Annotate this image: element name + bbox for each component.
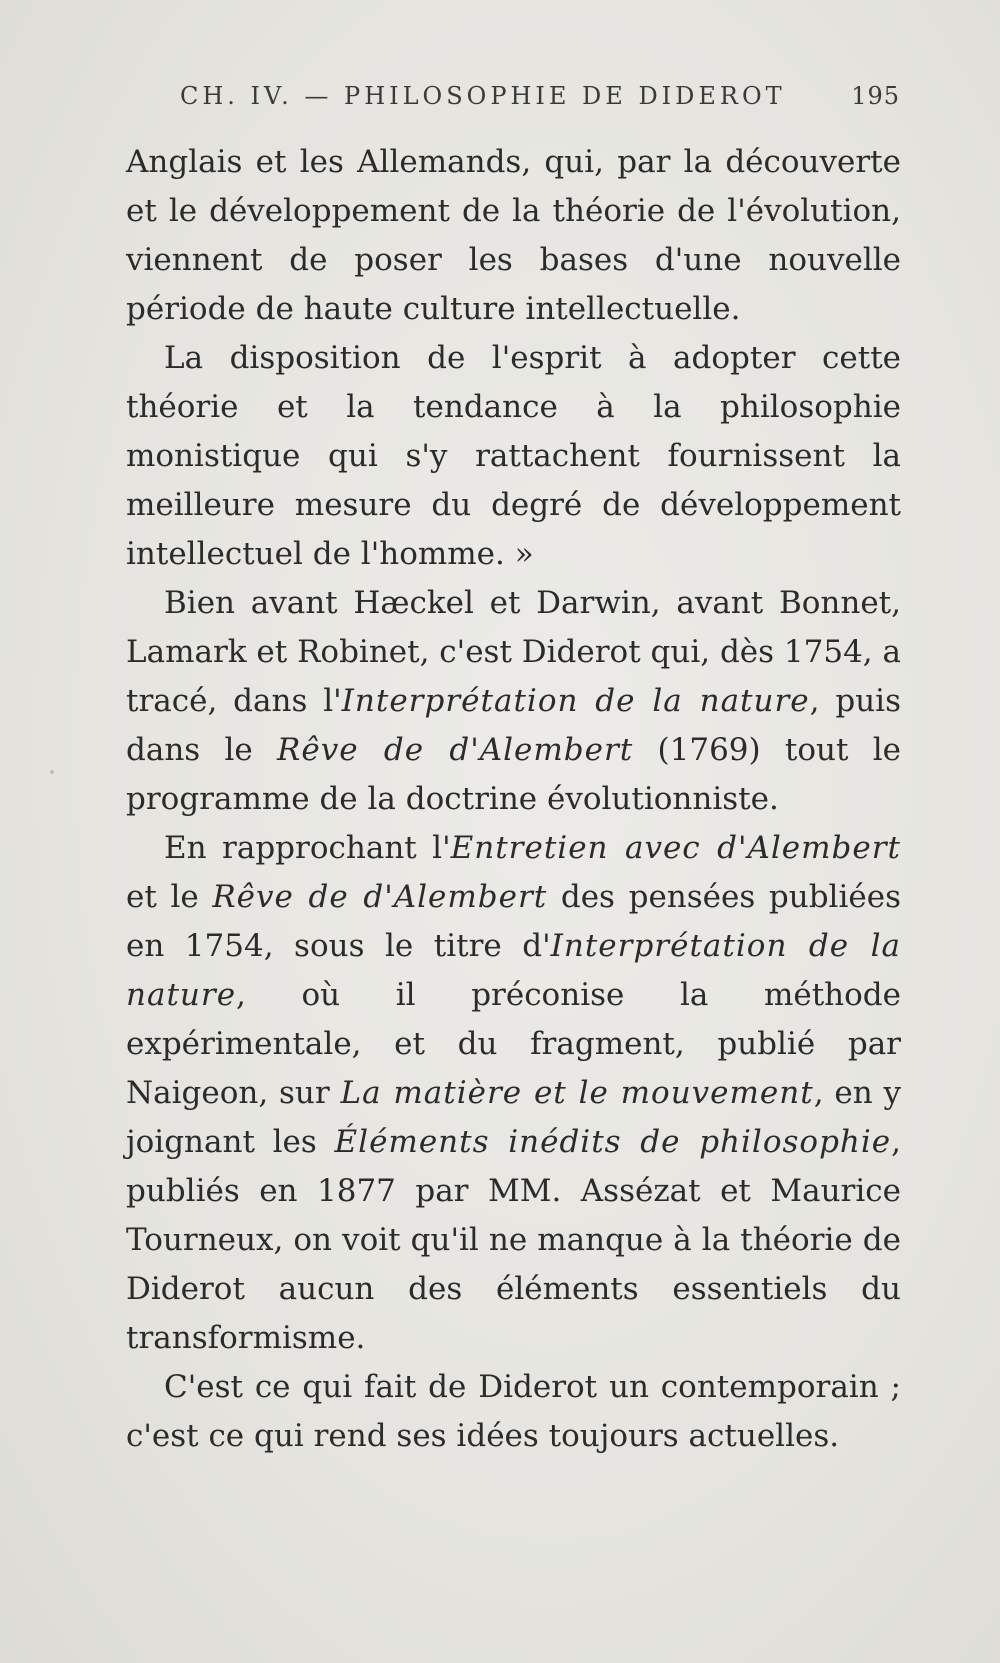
page-header xyxy=(180,82,900,122)
italic-title-text: Interprétation de la nature xyxy=(126,928,901,1013)
running-head: CH. IV. — PHILOSOPHIE DE DIDEROT xyxy=(180,82,786,110)
paragraph xyxy=(126,138,901,334)
italic-title-text: Interprétation de la nature xyxy=(341,683,810,719)
paragraph-text: des pensées publiées en 1754, sous le titre d' xyxy=(126,879,901,964)
paragraph-text: et le xyxy=(126,879,213,915)
paragraph xyxy=(126,579,901,824)
paragraph xyxy=(126,334,901,579)
paragraph-text: Bien avant Hæckel et Darwin, avant Bonnet, Lamark et Robinet, c'est Diderot qui, dès 1754, a tracé, dans l' xyxy=(126,585,901,719)
page-number: 195 xyxy=(851,82,900,110)
paragraph-text: , puis dans le xyxy=(126,683,901,768)
paragraph-text: La disposition de l'esprit à adopter cette théorie et la tendance à la philosophie monistique qui s'y rattachent fournissent la meilleure mesure du degré de développement intellectuel de l'homme. » xyxy=(126,340,901,572)
paragraph-text: Anglais et les Allemands, qui, par la découverte et le développement de la théorie de l'évolution, viennent de poser les bases d'une nouvelle période de haute culture intellectuelle. xyxy=(126,144,901,327)
italic-title-text: Éléments inédits de philosophie xyxy=(334,1124,892,1160)
paragraph-text: (1769) tout le programme de la doctrine évolutionniste. xyxy=(126,732,902,817)
paragraph-text: En rapprochant l' xyxy=(164,830,451,866)
paragraph xyxy=(126,1363,901,1461)
paper-speck xyxy=(50,770,54,774)
paragraph xyxy=(126,824,901,1363)
paragraph-text: , publiés en 1877 par MM. Assézat et Maurice Tourneux, on voit qu'il ne manque à la théorie de Diderot aucun des éléments essentiels du transformisme. xyxy=(126,1124,902,1356)
paragraph-text: C'est ce qui fait de Diderot un contemporain ; c'est ce qui rend ses idées toujours actuelles. xyxy=(126,1369,901,1454)
italic-title-text: Rêve de d'Alembert xyxy=(212,879,548,915)
italic-title-text: Entretien avec d'Alembert xyxy=(450,830,901,866)
italic-title-text: Rêve de d'Alembert xyxy=(277,732,634,768)
body-text xyxy=(126,138,901,1461)
paragraph-text: , où il préconise la méthode expérimentale, et du fragment, publié par Naigeon, sur xyxy=(126,977,901,1111)
paragraph-text: , en y joignant les xyxy=(126,1075,901,1160)
italic-title-text: La matière et le mouvement xyxy=(340,1075,814,1111)
